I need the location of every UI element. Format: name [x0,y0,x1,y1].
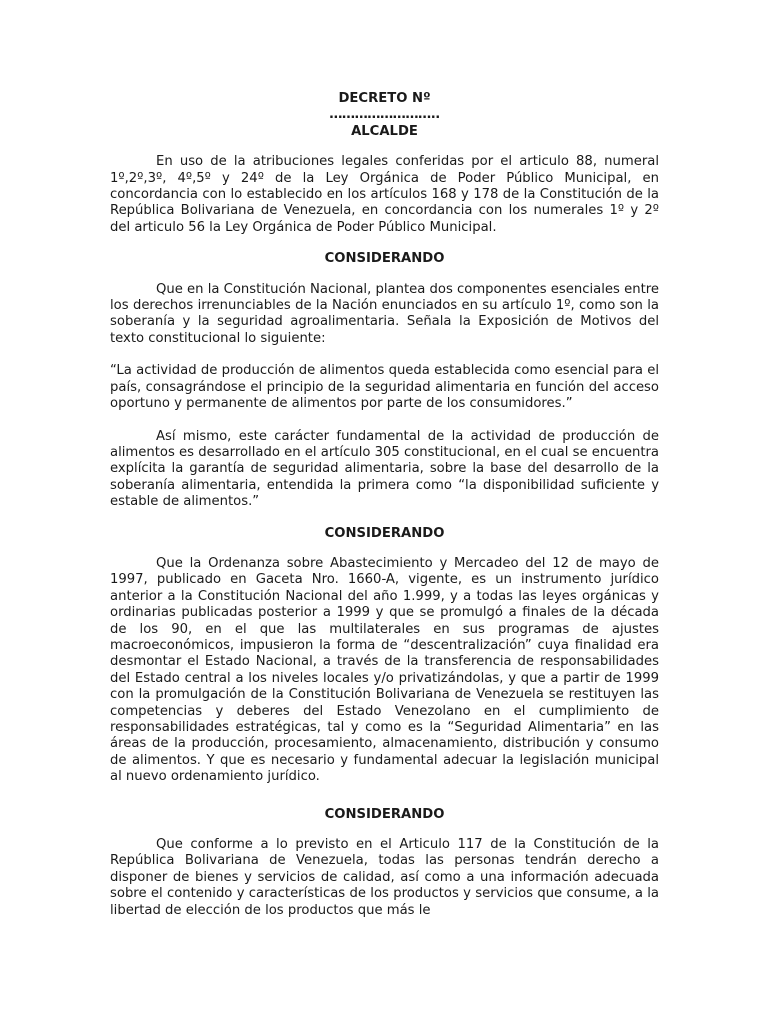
considerando-1-quote: “La actividad de producción de alimentos queda establecida como esencial para el país, consagrándose el principio de la seguridad alimentaria en función del acceso oportuno y permanente de alimentos por parte de los consumidores.” [110,363,659,412]
considerando-2-paragraph-1: Que la Ordenanza sobre Abastecimiento y Mercadeo del 12 de mayo de 1997, publicado en Gaceta Nro. 1660-A, vigente, es un instrumento jurídico anterior a la Constitución Nacional del año 1.999, y a todas las leyes orgánicas y ordinarias publicadas posterior a 1999 y que se promulgó a finales de la década de los 90, en el que las multilaterales en sus programas de ajustes macroeconómicos, impusieron la forma de “descentralización” cuya finalidad era desmontar el Estado Nacional, a través de la transferencia de responsabilidades del Estado central a los niveles locales y/o privatizándolas, y que a partir de 1999 con la promulgación de la Constitución Bolivariana de Venezuela se restituyen las competencias y deberes del Estado Venezolano en el cumplimiento de responsabilidades estratégicas, tal y como es la “Seguridad Alimentaria” en las áreas de la producción, procesamiento, almacenamiento, distribución y consumo de alimentos. Y que es necesario y fundamental adecuar la legislación municipal al nuevo ordenamiento jurídico. [110,555,659,785]
considerando-heading-1: CONSIDERANDO [324,251,445,267]
considerando-heading-3: CONSIDERANDO [324,806,445,822]
considerando-1-paragraph-2: Así mismo, este carácter fundamental de la actividad de producción de alimentos es desarrollado en el artículo 305 constitucional, en el cual se encuentra explícita la garantía de seguridad alimentaria, sobre la base del desarrollo de la soberanía alimentaria, entendida la primera como “la disponibilidad suficiente y estable de alimentos.” [110,428,659,510]
decree-number-placeholder: …………………….. [329,107,440,123]
decree-subtitle: ALCALDE [351,123,418,139]
considerando-heading-2: CONSIDERANDO [324,525,445,541]
document-page [110,91,659,919]
decree-title: DECRETO Nº [338,91,431,106]
considerando-1-paragraph-1: Que en la Constitución Nacional, plantea dos componentes esenciales entre los derechos irrenunciables de la Nación enunciados en su artículo 1º, como son la soberanía y la seguridad agroalimentaria. Señala la Exposición de Motivos del texto constitucional lo siguiente: [110,281,659,346]
considerando-3-paragraph-1: Que conforme a lo previsto en el Articulo 117 de la Constitución de la República Bolivariana de Venezuela, todas las personas tendrán derecho a disponer de bienes y servicios de calidad, así como a una información adecuada sobre el contenido y características de los productos y servicios que consume, a la libertad de elección de los productos que más le [110,837,659,918]
intro-paragraph: En uso de la atribuciones legales conferidas por el articulo 88, numeral 1º,2º,3º, 4º,5º y 24º de la Ley Orgánica de Poder Público Municipal, en concordancia con lo establecido en los artículos 168 y 178 de la Constitución de la República Bolivariana de Venezuela, en concordancia con los numerales 1º y 2º del articulo 56 la Ley Orgánica de Poder Público Municipal. [110,154,659,235]
